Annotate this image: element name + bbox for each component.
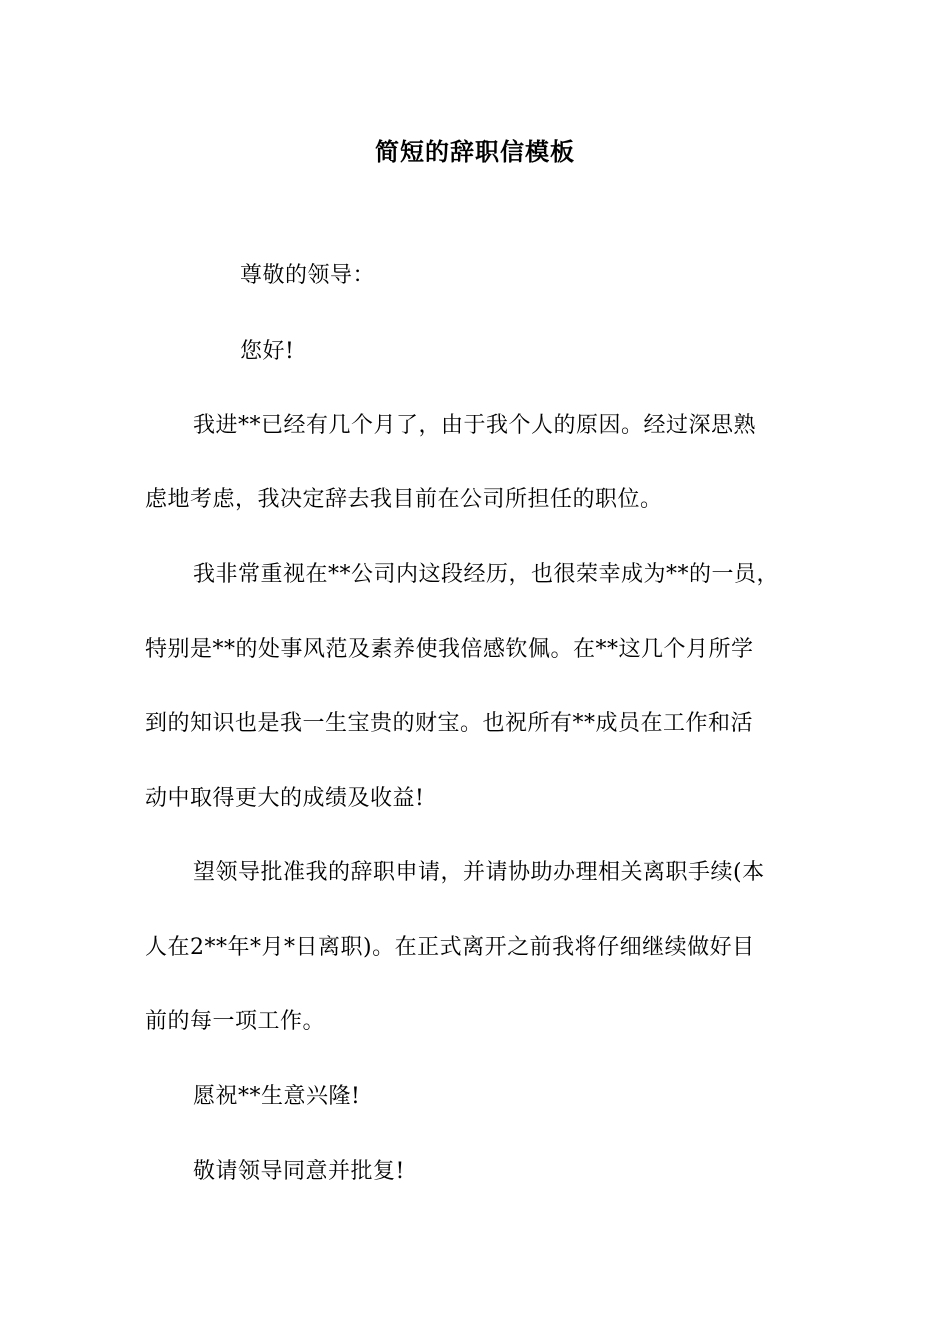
- paragraph-3-line-1: 望领导批准我的辞职申请，并请协助办理相关离职手续(本: [193, 860, 765, 885]
- closing-line: 敬请领导同意并批复!: [193, 1159, 405, 1184]
- paragraph-3-line-3: 前的每一项工作。: [145, 1009, 326, 1034]
- paragraph-3-line-2: 人在2**年*月*日离职)。在正式离开之前我将仔细继续做好目: [145, 935, 755, 960]
- greeting: 您好!: [240, 339, 295, 364]
- wish-line: 愿祝**生意兴隆!: [193, 1084, 361, 1109]
- paragraph-1-line-1: 我进**已经有几个月了，由于我个人的原因。经过深思熟: [193, 413, 757, 438]
- paragraph-2-line-4: 动中取得更大的成绩及收益!: [145, 786, 425, 811]
- paragraph-2-line-2: 特别是**的处事风范及素养使我倍感钦佩。在**这几个月所学: [145, 637, 754, 662]
- paragraph-2-line-1: 我非常重视在**公司内这段经历，也很荣幸成为**的一员，: [193, 562, 780, 587]
- paragraph-1-line-2: 虑地考虑，我决定辞去我目前在公司所担任的职位。: [145, 487, 663, 512]
- document-title: 简短的辞职信模板: [375, 137, 575, 166]
- paragraph-2-line-3: 到的知识也是我一生宝贵的财宝。也祝所有**成员在工作和活: [145, 711, 754, 736]
- salutation: 尊敬的领导：: [240, 263, 376, 288]
